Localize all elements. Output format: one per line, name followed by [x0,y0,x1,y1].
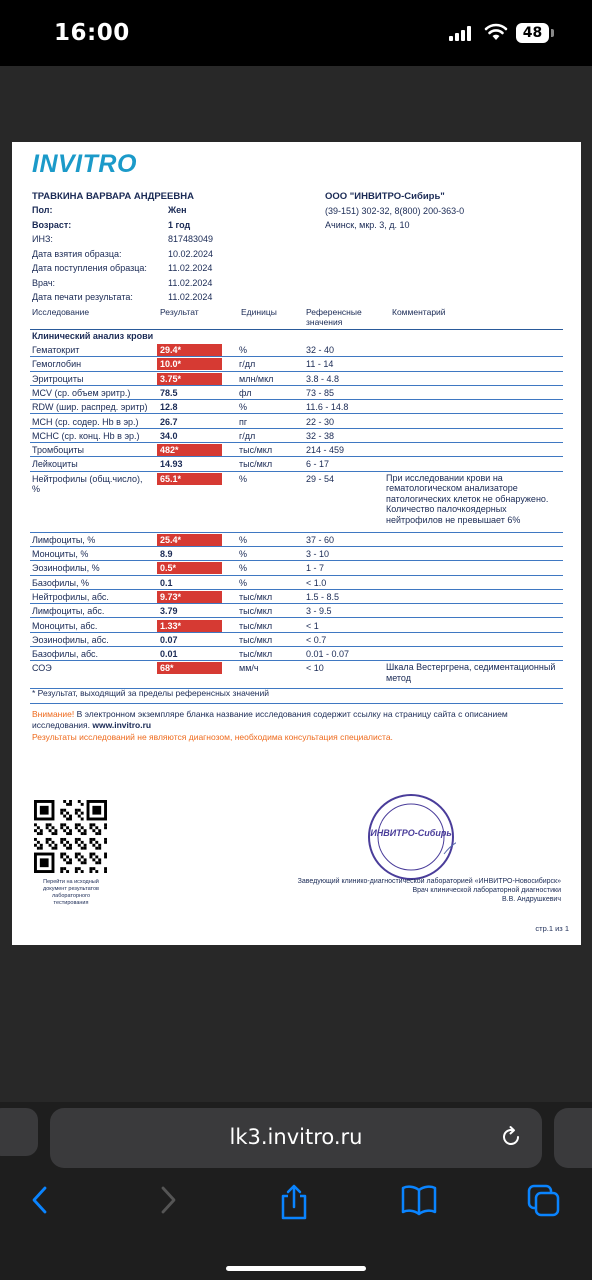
battery-icon: 48 [516,23,549,43]
test-name[interactable]: Эритроциты [32,373,84,384]
col-header-comment: Комментарий [392,307,446,317]
lab-report-page [12,142,581,945]
patient-field-label: Возраст: [32,219,72,230]
test-name[interactable]: Эозинофилы, абс. [32,634,109,645]
test-reference: 11.6 - 14.8 [306,402,349,413]
test-unit: % [239,549,248,559]
footer-divider [30,703,563,704]
test-result: 0.1 [160,577,173,588]
table-row [30,633,563,647]
test-result: 9.73* [157,591,222,603]
table-row [30,443,563,457]
patient-field-value: 10.02.2024 [168,248,214,259]
test-result: 68* [157,662,222,674]
table-row [30,472,563,533]
test-name[interactable]: Лимфоциты, % [32,534,96,545]
patient-field-label: Врач: [32,277,56,288]
table-row [30,547,563,561]
test-unit: тыс/мкл [239,459,273,470]
test-name[interactable]: Тромбоциты [32,445,85,456]
patient-field-label: Пол: [32,205,53,215]
warning-text: В электронном экземпляре бланка название исследования содержит ссылку на страницу сайта с описанием исследования. [32,709,508,730]
table-row [30,619,563,633]
url-text[interactable]: lk3.invitro.ru [229,1125,363,1149]
patient-field-value: Жен [168,205,187,215]
test-unit: % [239,402,248,413]
test-result: 0.07 [160,634,178,645]
test-result: 78.5 [160,387,178,398]
table-row [30,604,563,618]
test-result: 26.7 [160,416,178,427]
test-unit: тыс/мкл [239,591,273,602]
test-name[interactable]: MCHC (ср. конц. Hb в эр.) [32,430,140,441]
forward-icon[interactable] [156,1184,180,1216]
table-row [30,372,563,386]
test-name[interactable]: MCV (ср. объем эритр.) [32,387,131,398]
test-unit: г/дл [239,430,256,441]
test-reference: 37 - 60 [306,534,335,545]
test-reference: 1.5 - 8.5 [306,591,340,602]
stamp-text: ИНВИТРО-Сибирь [370,828,452,838]
test-reference: 22 - 30 [306,416,335,427]
disclaimer: Результаты исследований не являются диагнозом, необходима консультация специалиста. [32,732,393,742]
home-indicator [226,1266,366,1271]
patient-field-value: 11.02.2024 [168,263,213,273]
test-reference: 0.01 - 0.07 [306,649,350,660]
bookmarks-icon[interactable] [401,1184,437,1216]
patient-name: ТРАВКИНА ВАРВАРА АНДРЕЕВНА [32,191,194,202]
qr-code[interactable] [34,800,107,873]
lab-stamp [366,792,456,882]
test-result: 25.4* [157,534,222,546]
test-reference: 214 - 459 [306,445,345,456]
warning-prefix: Внимание! [32,709,75,719]
test-result: 0.5* [157,562,222,574]
clock: 16:00 [54,20,130,46]
next-tab-preview[interactable] [554,1108,592,1168]
tabs-icon[interactable] [527,1184,561,1218]
test-name[interactable]: Лимфоциты, абс. [32,606,105,617]
patient-field-value: 11.02.2024 [168,292,213,302]
signature-line: В.В. Андрушкевич [501,896,561,903]
test-name[interactable]: Эозинофилы, % [32,563,100,574]
patient-field-label: Дата поступления образца: [32,263,147,273]
table-row [30,357,563,371]
back-icon[interactable] [28,1184,52,1216]
test-unit: тыс/мкл [239,649,273,660]
test-unit: % [239,473,248,484]
qr-caption: Перейти на исходный документ результатов лабораторного тестирования [43,879,99,906]
cellular-signal-icon [449,26,471,41]
lab-address: Ачинск, мкр. 3, д. 10 [325,220,410,230]
patient-field-value: 817483049 [168,234,214,244]
share-icon[interactable] [278,1184,310,1220]
test-reference: 3 - 10 [306,549,330,559]
test-result: 29.4* [157,344,222,356]
test-name[interactable]: RDW (шир. распред. эритр) [32,402,148,413]
test-unit: тыс/мкл [239,445,273,456]
test-unit: пг [239,416,248,427]
page-number: стр.1 из 1 [535,924,569,933]
test-name[interactable]: MCH (ср. содер. Hb в эр.) [32,416,139,427]
reload-icon[interactable] [499,1125,523,1149]
test-result: 3.75* [157,373,222,385]
test-result: 0.01 [160,649,178,660]
test-reference: 73 - 85 [306,387,335,398]
test-reference: 6 - 17 [306,459,330,470]
test-name[interactable]: Моноциты, абс. [32,620,98,631]
wifi-icon [484,23,508,41]
test-result: 482* [157,444,222,456]
table-row [30,561,563,575]
signature-line: Заведующий клинико-диагностической лабораторией «ИНВИТРО-Новосибирск» [297,878,561,885]
header-divider [30,329,563,330]
site-link[interactable]: www.invitro.ru [92,720,152,730]
patient-field-label: Дата печати результата: [32,292,133,302]
test-comment: Шкала Вестергрена, седиментационный метод [386,662,556,683]
test-unit: млн/мкл [239,373,274,384]
col-header-reference [306,307,362,327]
test-reference: 32 - 38 [306,430,335,441]
test-reference: 29 - 54 [306,473,335,484]
footnote: * Результат, выходящий за пределы референсных значений [32,688,269,698]
battery-tip [551,29,554,37]
lab-name: ООО "ИНВИТРО-Сибирь" [325,191,445,202]
invitro-logo: INVITRO [32,150,137,178]
col-header-test: Исследование [32,307,90,317]
test-name[interactable]: Базофилы, абс. [32,649,99,660]
test-result: 12.8 [160,402,178,413]
test-name[interactable]: Нейтрофилы, абс. [32,591,109,602]
table-row [30,647,563,661]
test-reference: 32 - 40 [306,345,335,355]
status-bar [0,0,592,66]
test-name[interactable]: СОЭ [32,663,52,674]
test-name[interactable]: Лейкоциты [32,459,78,470]
test-unit: г/дл [239,359,256,370]
patient-field-label: ИНЗ: [32,234,53,244]
test-name[interactable]: Гемоглобин [32,359,82,370]
table-row [30,457,563,471]
signature-line: Врач клинической лабораторной диагностики [412,887,561,894]
test-reference: 1 - 7 [306,563,325,574]
test-result: 3.79 [160,606,178,617]
patient-field-value: 11.02.2024 [168,277,213,288]
col-header-reference-line2: значения [306,317,343,327]
col-header-units: Единицы [241,307,277,317]
table-row [30,590,563,604]
test-name[interactable]: Нейтрофилы (общ.число), % [32,473,143,494]
test-result: 14.93 [160,459,183,470]
test-reference: < 1.0 [306,577,327,588]
table-row [30,661,563,689]
test-result: 34.0 [160,430,178,441]
test-unit: % [239,345,248,355]
test-reference: 3 - 9.5 [306,606,332,617]
test-unit: мм/ч [239,663,259,674]
table-row [30,429,563,443]
test-reference: < 10 [306,663,324,674]
table-row [30,576,563,590]
test-result: 1.33* [157,620,222,632]
patient-field-label: Дата взятия образца: [32,248,122,259]
test-unit: тыс/мкл [239,606,273,617]
col-header-result: Результат [160,307,199,317]
test-name[interactable]: Моноциты, % [32,549,89,559]
table-row [30,415,563,429]
test-unit: % [239,563,248,574]
test-unit: % [239,534,248,545]
test-reference: < 0.7 [306,634,327,645]
warning-note [32,709,562,731]
table-row [30,533,563,547]
table-row [30,400,563,414]
lab-phone: (39-151) 302-32, 8(800) 200-363-0 [325,206,465,216]
col-header-reference-line1: Референсные [306,307,362,317]
browser-toolbar [0,1102,592,1280]
patient-field-value: 1 год [168,219,191,230]
test-comment: При исследовании крови на гематологическом анализаторе патологических клеток не обнаружено. Количество палочкоядерных нейтрофилов не превышает 6% [386,472,549,525]
table-row [30,386,563,400]
test-result: 10.0* [157,358,222,370]
test-name[interactable]: Гематокрит [32,345,80,355]
test-unit: тыс/мкл [239,620,273,631]
test-reference: 11 - 14 [306,359,334,370]
previous-tab-preview[interactable] [0,1108,38,1156]
test-name[interactable]: Базофилы, % [32,577,89,588]
section-title: Клинический анализ крови [32,331,154,341]
address-bar[interactable] [50,1108,542,1168]
test-unit: % [239,577,248,588]
test-result: 65.1* [157,473,222,485]
test-reference: 3.8 - 4.8 [306,373,340,384]
test-unit: тыс/мкл [239,634,273,645]
test-reference: < 1 [306,620,319,631]
table-row [30,343,563,357]
test-unit: фл [239,387,252,398]
test-result: 8.9 [160,549,173,559]
